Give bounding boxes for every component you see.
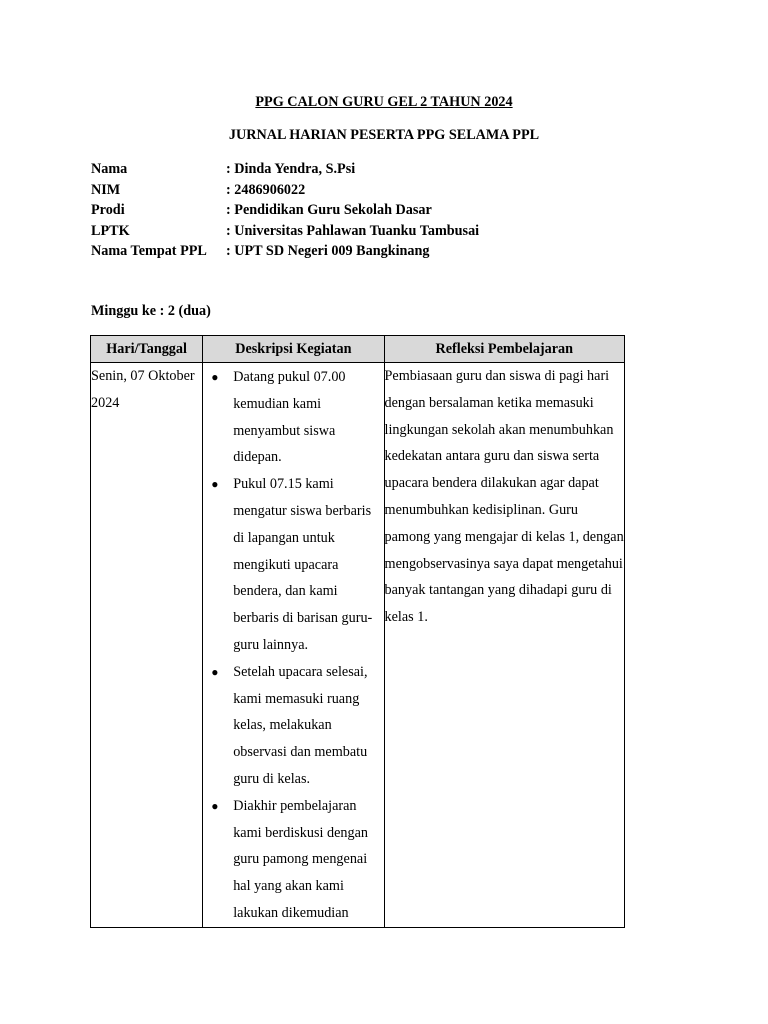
header-activity: Deskripsi Kegiatan <box>203 336 384 363</box>
info-value: : UPT SD Negeri 009 Bangkinang <box>226 243 430 259</box>
date-cell: Senin, 07 Oktober 2024 <box>91 363 203 928</box>
journal-table <box>90 335 625 928</box>
header-date: Hari/Tanggal <box>91 336 203 363</box>
info-value: : Universitas Pahlawan Tuanku Tambusai <box>226 222 480 239</box>
header-reflection: Refleksi Pembelajaran <box>384 336 624 363</box>
info-label: Nama Tempat PPL <box>91 243 207 259</box>
info-label: LPTK <box>91 222 130 239</box>
info-label: NIM <box>91 181 121 198</box>
activity-text: Setelah upacara selesai, kami memasuki ruang kelas, melakukan observasi dan membatu guru di kelas. <box>233 663 368 787</box>
bullet-icon: ● <box>211 798 219 813</box>
bullet-icon: ● <box>211 664 219 679</box>
document-subtitle: JURNAL HARIAN PESERTA PPG SELAMA PPL <box>228 127 540 143</box>
list-item <box>203 659 383 793</box>
activity-list <box>203 363 383 927</box>
table-row <box>91 363 625 928</box>
list-item <box>203 364 383 471</box>
activity-cell <box>203 363 384 928</box>
table-header-row <box>91 336 625 363</box>
week-label: Minggu ke : 2 (dua) <box>91 303 211 319</box>
info-value: : 2486906022 <box>226 181 306 198</box>
info-value: : Dinda Yendra, S.Psi <box>226 161 356 177</box>
list-item <box>203 793 383 927</box>
activity-text: Datang pukul 07.00 kemudian kami menyambut siswa didepan. <box>233 369 346 466</box>
list-item <box>203 471 383 659</box>
info-label: Nama <box>91 161 128 177</box>
document-title: PPG CALON GURU GEL 2 TAHUN 2024 <box>255 94 513 110</box>
reflection-cell: Pembiasaan guru dan siswa di pagi hari dengan bersalaman ketika memasuki lingkungan sekolah akan menumbuhkan kedekatan antara guru dan siswa serta upacara bendera dilakukan agar dapat menumbuhkan kedisiplinan. Guru pamong yang mengajar di kelas 1, dengan mengobservasinya saya dapat mengetahui banyak tantangan yang dihadapi guru di kelas 1. <box>384 363 624 928</box>
bullet-icon: ● <box>211 370 219 384</box>
info-value: : Pendidikan Guru Sekolah Dasar <box>226 202 432 218</box>
info-label: Prodi <box>91 202 125 218</box>
activity-text: Diakhir pembelajaran kami berdiskusi dengan guru pamong mengenai hal yang akan kami lakukan dikemudian <box>233 797 368 921</box>
activity-text: Pukul 07.15 kami mengatur siswa berbaris di lapangan untuk mengikuti upacara bendera, dan kami berbaris di barisan guru-guru lainnya. <box>233 476 373 653</box>
bullet-icon: ● <box>211 477 219 492</box>
